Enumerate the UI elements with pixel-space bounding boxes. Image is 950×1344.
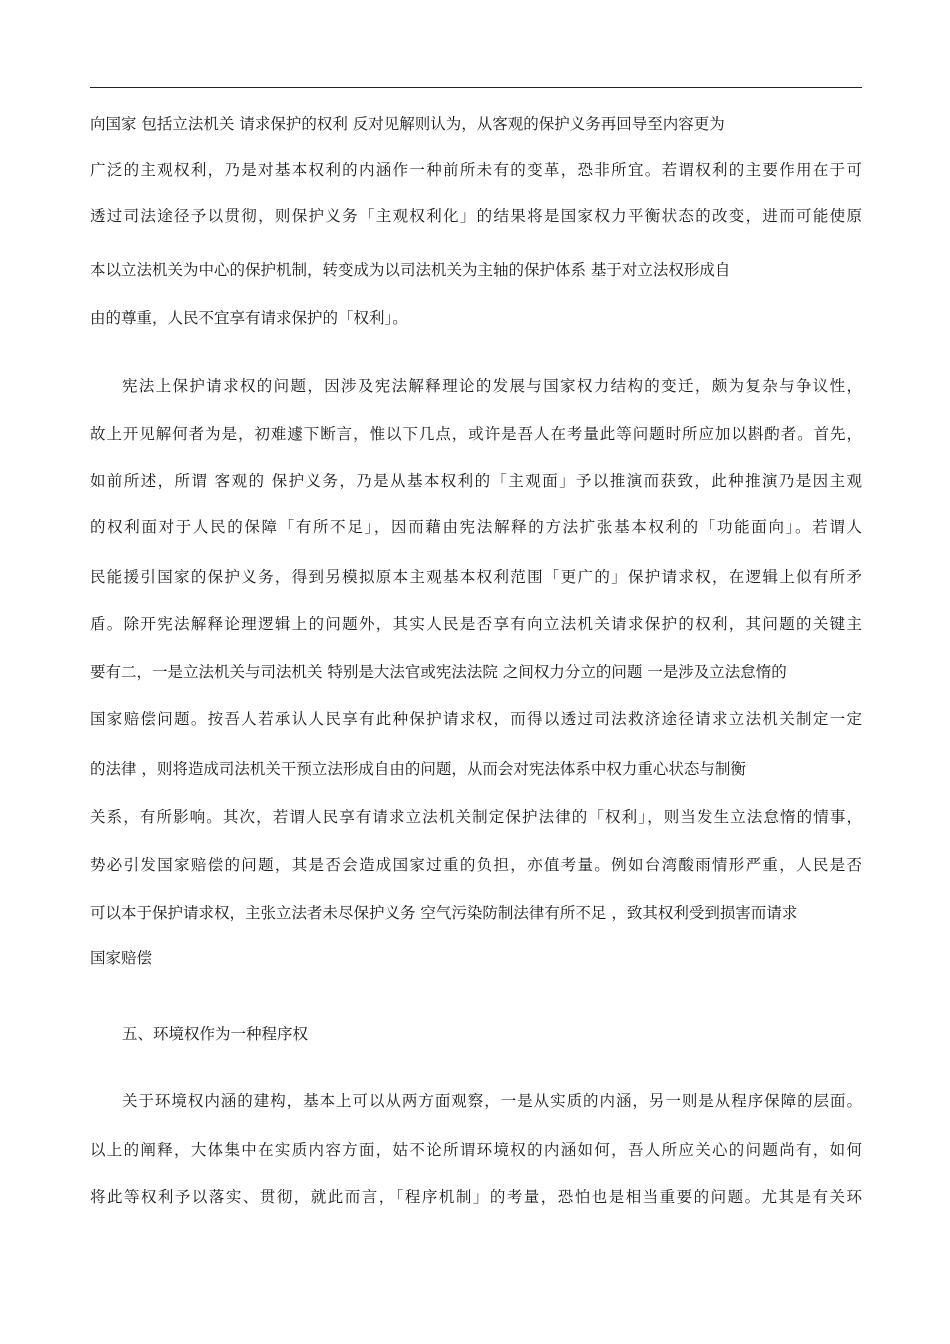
text-line: 向国家 包括立法机关 请求保护的权利 反对见解则认为，从客观的保护义务再回导至内容更为: [90, 115, 725, 133]
text-line: 透过司法途径予以贯彻，则保护义务「主观权利化」的结果将是国家权力平衡状态的改变，进而可能使原: [90, 207, 862, 225]
text-line: 如前所述，所谓 客观的 保护义务，乃是从基本权利的「主观面」予以推演而获致，此种推演乃是因主观: [90, 472, 862, 490]
text-line: 的法律 ，则将造成司法机关干预立法形成自由的问题，从而会对宪法体系中权力重心状态与制衡: [90, 760, 746, 778]
text-line: 本以立法机关为中心的保护机制，转变成为以司法机关为主轴的保护体系 基于对立法权形成自: [90, 261, 731, 279]
section-heading: 五、环境权作为一种程序权: [122, 1025, 309, 1043]
text-line: 要有二，一是立法机关与司法机关 特别是大法官或宪法法院 之间权力分立的问题 一是涉及立法怠惰的: [90, 663, 787, 681]
text-line: 国家赔偿: [90, 949, 153, 967]
text-line: 国家赔偿问题。按吾人若承认人民享有此种保护请求权，而得以透过司法救济途径请求立法机关制定一定: [90, 710, 862, 728]
text-line: 可以本于保护请求权，主张立法者未尽保护义务 空气污染防制法律有所不足 ，致其权利受到损害而请求: [90, 904, 798, 922]
text-line: 盾。除开宪法解释论理逻辑上的问题外，其实人民是否享有向立法机关请求保护的权利，其问题的关键主: [90, 615, 862, 633]
text-line: 关系，有所影响。其次，若谓人民享有请求立法机关制定保护法律的「权利」，则当发生立法怠惰的情事，: [90, 808, 862, 826]
text-line: 广泛的主观权利，乃是对基本权利的内涵作一种前所未有的变革，恐非所宜。若谓权利的主要作用在于可: [90, 161, 862, 179]
paragraph-first-line: 关于环境权内涵的建构，基本上可以从两方面观察，一是从实质的内涵，另一则是从程序保障的层面。: [122, 1092, 862, 1110]
text-line: 的权利面对于人民的保障「有所不足」，因而藉由宪法解释的方法扩张基本权利的「功能面向」。若谓人: [90, 518, 862, 536]
text-line: 势必引发国家赔偿的问题，其是否会造成国家过重的负担，亦值考量。例如台湾酸雨情形严重，人民是否: [90, 856, 862, 874]
text-line: 民能援引国家的保护义务，得到另模拟原本主观基本权利范围「更广的」保护请求权，在逻辑上似有所矛: [90, 568, 862, 586]
text-line: 以上的阐释，大体集中在实质内容方面，姑不论所谓环境权的内涵如何，吾人所应关心的问题尚有，如何: [90, 1141, 862, 1159]
paragraph-first-line: 宪法上保护请求权的问题，因涉及宪法解释理论的发展与国家权力结构的变迁，颇为复杂与争议性，: [122, 377, 862, 395]
text-line: 将此等权利予以落实、贯彻，就此而言，「程序机制」的考量，恐怕也是相当重要的问题。尤其是有关环: [90, 1188, 862, 1206]
header-rule: [90, 87, 862, 88]
text-line: 由的尊重，人民不宜享有请求保护的「权利」。: [90, 309, 408, 327]
text-line: 故上开见解何者为是，初难遽下断言，惟以下几点，或许是吾人在考量此等问题时所应加以斟酌者。首先，: [90, 425, 862, 443]
